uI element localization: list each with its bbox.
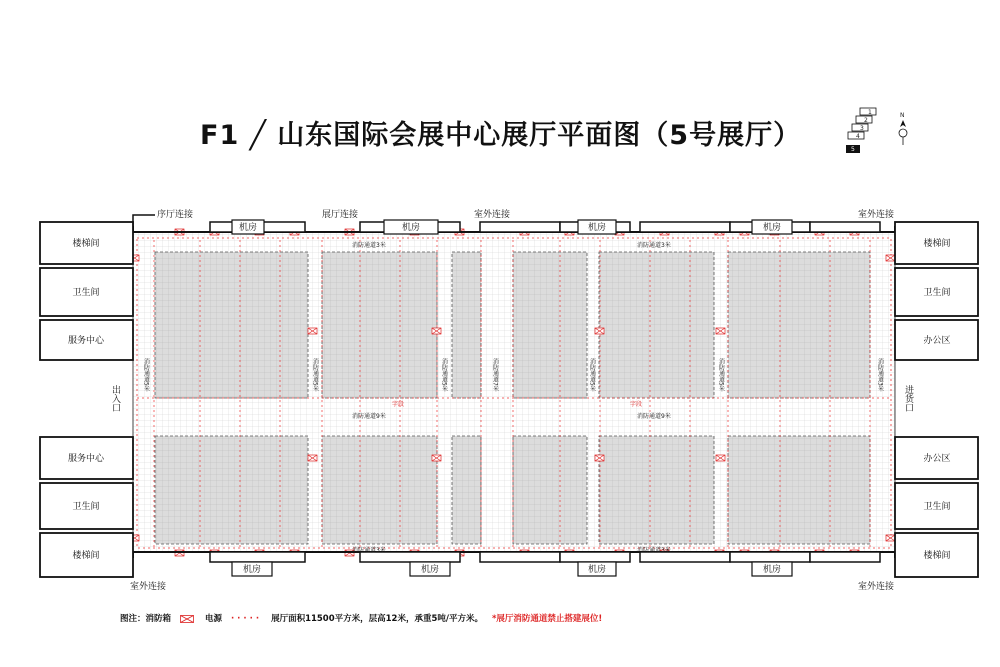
vertical-fire-lane-5: 消防通道5米 (588, 358, 596, 392)
top-wall-block-4 (640, 222, 730, 232)
exit-door (110, 384, 121, 412)
machine-room-top-1 (232, 220, 264, 234)
fire-lane-mid-2: 消防通道9米 (637, 413, 671, 420)
fire-box-icon (308, 328, 317, 334)
room-label: 楼梯间 (72, 239, 100, 249)
machine-room-label: 机房 (239, 223, 258, 233)
room-label: 卫生间 (72, 288, 100, 298)
fire-box-icon (432, 328, 441, 334)
left-room-5 (40, 483, 133, 529)
legend-info: 展厅面积11500平方米，层高12米，承重5吨/平方米。 (271, 614, 483, 624)
legend (120, 612, 608, 624)
left-room-6 (40, 533, 133, 577)
machine-room-label: 机房 (402, 223, 421, 233)
exit-label: 出入口 (110, 385, 120, 412)
machine-room-label: 机房 (421, 565, 440, 575)
room-label: 卫生间 (923, 288, 951, 298)
fire-box-icon (716, 328, 725, 334)
fire-lane-top-2: 消防通道3米 (637, 242, 671, 249)
fire-box-icon (886, 255, 895, 261)
top-connection-3: 室外连接 (474, 210, 511, 220)
level-1: 1 (868, 109, 872, 116)
bottom-wall-block-3 (560, 552, 630, 562)
room-label: 卫生间 (72, 502, 100, 512)
right-room-5 (895, 483, 978, 529)
left-room-2 (40, 268, 133, 316)
booth-block-5 (452, 252, 481, 398)
legend-power: 电源 (204, 614, 222, 624)
room-label: 楼梯间 (72, 551, 100, 561)
machine-room-bottom-2 (410, 562, 450, 576)
fire-lane-mid: 消防通道9米 (352, 413, 386, 420)
machine-room-bottom-1 (232, 562, 272, 576)
bottom-connection-1: 室外连接 (130, 582, 167, 592)
vertical-fire-lane-3: 消防通道5米 (440, 358, 448, 392)
vertical-fire-lane-1: 消防通道5米 (142, 358, 150, 392)
machine-room-top-3 (578, 220, 616, 234)
vertical-fire-lane-2: 消防通道5米 (311, 358, 319, 392)
page-title: F1 ╱ 山东国际会展中心展厅平面图（5号展厅） (200, 120, 802, 151)
level-5-current: 5 (851, 146, 855, 153)
machine-room-bottom-4 (752, 562, 792, 576)
vertical-fire-lane-7: 消防通道3米 (876, 358, 884, 392)
power-line-icon: ····· (230, 614, 263, 624)
booth-block-11 (728, 252, 870, 398)
machine-room-label: 机房 (588, 565, 607, 575)
level-3: 3 (860, 125, 864, 132)
legend-note: 图注：消防箱 (120, 614, 172, 624)
booth-block-7 (513, 252, 587, 398)
right-room-2 (895, 268, 978, 316)
left-room-4 (40, 437, 133, 479)
fire-box-icon (595, 455, 604, 461)
left-room-3 (40, 320, 133, 360)
room-label: 楼梯间 (923, 239, 951, 249)
machine-room-top-4 (752, 220, 792, 234)
fire-box-icon (716, 455, 725, 461)
top-connection-4: 室外连接 (858, 210, 895, 220)
machine-room-top-2 (384, 220, 438, 234)
top-wall-block-6 (810, 222, 880, 232)
top-connection-2: 展厅连接 (322, 210, 359, 220)
vertical-fire-lane-6: 消防通道5米 (717, 358, 725, 392)
booth-block-9 (599, 252, 714, 398)
bottom-wall-block-5 (730, 552, 810, 562)
booth-block-8 (513, 436, 587, 544)
room-label: 办公区 (923, 336, 951, 346)
fire-lane-top: 消防通道3米 (352, 242, 386, 249)
room-label: 办公区 (923, 454, 951, 464)
fire-box-icon (595, 328, 604, 334)
booth-block-1 (155, 252, 308, 398)
room-label: 楼梯间 (923, 551, 951, 561)
bottom-machine-rooms (210, 552, 880, 576)
level-4: 4 (856, 133, 860, 140)
fire-box-icon (180, 615, 194, 623)
right-room-6 (895, 533, 978, 577)
left-room-1 (40, 222, 133, 264)
machine-room-bottom-3 (578, 562, 616, 576)
compass-north-label: N (900, 112, 905, 119)
room-label: 服务中心 (67, 454, 105, 464)
bottom-connection-2: 室外连接 (858, 582, 895, 592)
floor-level-icon (846, 108, 876, 153)
bottom-wall-block-2 (480, 552, 560, 562)
bottom-wall-block-0 (210, 552, 305, 562)
machine-room-label: 机房 (588, 223, 607, 233)
entry-door (903, 384, 914, 412)
fire-box-icon (432, 455, 441, 461)
top-wall-block-2 (480, 222, 560, 232)
vertical-fire-lane-4: 消防通道7米 (491, 358, 499, 392)
machine-room-label: 机房 (243, 565, 262, 575)
fire-lane-bottom-2: 消防通道3米 (637, 547, 671, 554)
room-label: 服务中心 (67, 336, 105, 346)
machine-room-label: 机房 (763, 565, 782, 575)
machine-room-label: 机房 (763, 223, 782, 233)
booth-block-6 (452, 436, 481, 544)
level-2: 2 (864, 117, 868, 124)
bottom-wall-block-6 (810, 552, 880, 562)
booth-block-10 (599, 436, 714, 544)
marker-left: 字段 (392, 401, 405, 408)
booth-block-4 (322, 436, 437, 544)
fire-box-icon (886, 535, 895, 541)
entry-label: 进货口 (903, 385, 913, 412)
right-room-1 (895, 222, 978, 264)
compass-icon (899, 112, 907, 145)
legend-warning: *展厅消防通道禁止搭建展位! (491, 614, 603, 624)
top-connection-1: 序厅连接 (157, 210, 194, 220)
marker-right: 字段 (630, 401, 643, 408)
fire-lane-bottom: 消防通道3米 (352, 547, 386, 554)
right-room-3 (895, 320, 978, 360)
booth-block-3 (322, 252, 437, 398)
right-room-4 (895, 437, 978, 479)
booth-block-12 (728, 436, 870, 544)
booth-block-2 (155, 436, 308, 544)
fire-box-icon (308, 455, 317, 461)
room-label: 卫生间 (923, 502, 951, 512)
